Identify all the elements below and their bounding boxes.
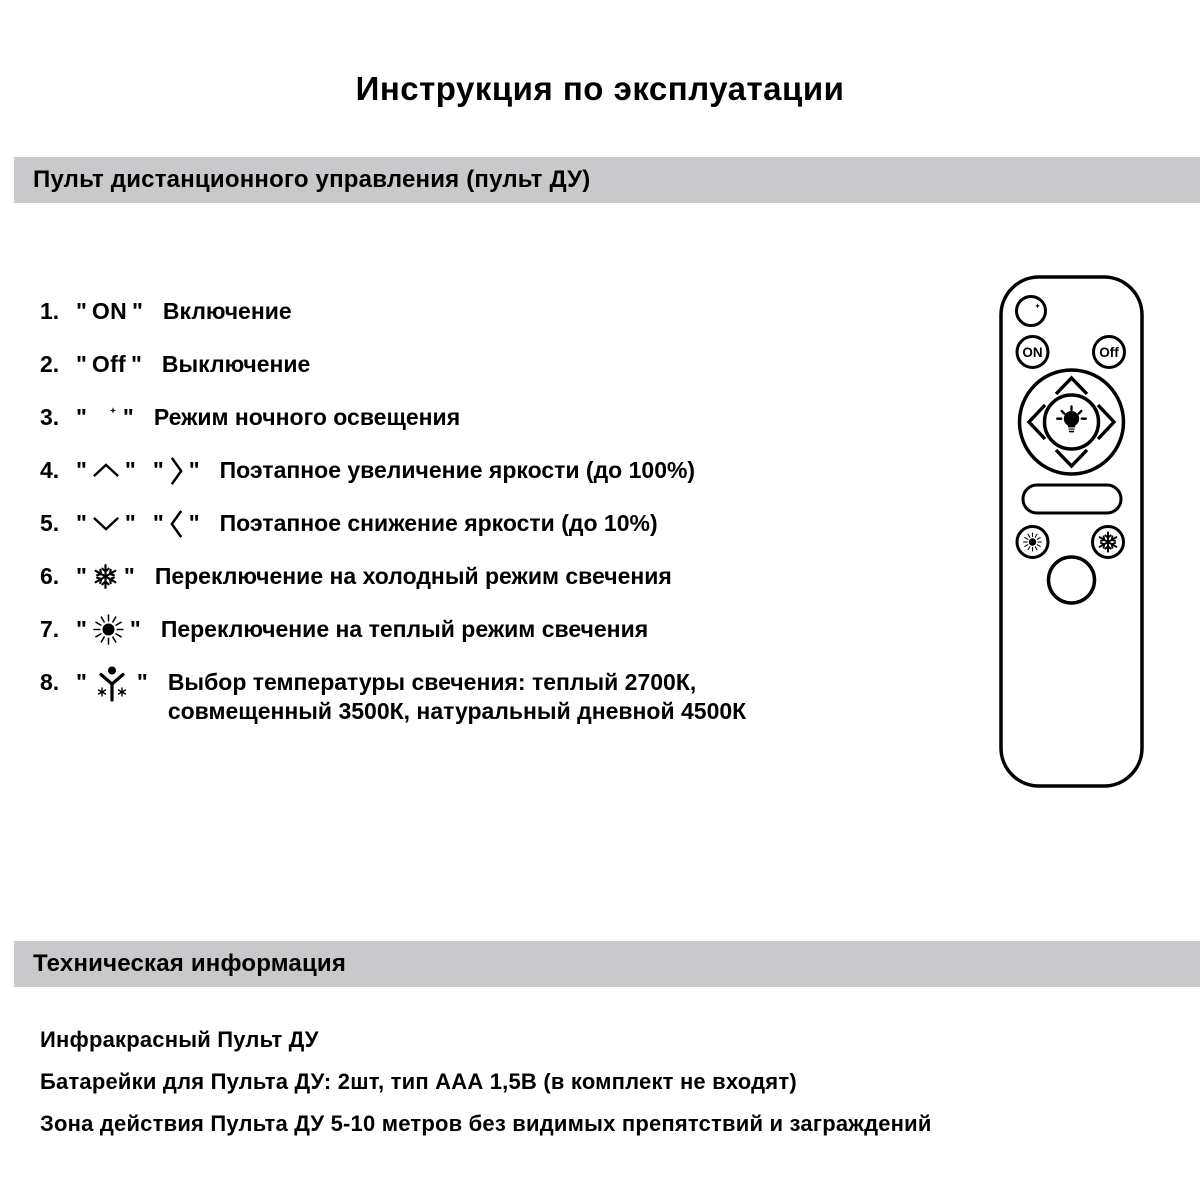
list-item-number: 3. <box>40 404 60 430</box>
night-mode-button <box>1017 297 1046 326</box>
cold-mode-button <box>1093 527 1124 558</box>
chevron-left-icon <box>169 509 184 539</box>
quote-mark: " <box>188 457 200 483</box>
wide-button <box>1023 485 1121 513</box>
list-item-number: 2. <box>40 351 60 377</box>
tech-info-line: Зона действия Пульта ДУ 5-10 метров без видимых препятствий и заграждений <box>40 1111 932 1136</box>
page-title: Инструкция по эксплуатации <box>355 70 845 107</box>
button-reference-token <box>71 350 147 379</box>
quote-mark: " <box>76 616 87 642</box>
list-item-label: Переключение на теплый режим свечения <box>160 616 649 642</box>
quote-mark: " <box>123 563 135 589</box>
quote-mark: " <box>76 669 87 695</box>
quote-mark: " <box>129 616 141 642</box>
button-reference-token <box>71 297 148 326</box>
chevron-up-icon <box>92 462 120 479</box>
tech-info <box>40 1019 1180 1145</box>
list-item-number: 1. <box>40 298 60 324</box>
chevron-right-icon <box>169 456 184 486</box>
list-item-6 <box>40 562 970 591</box>
quote-mark: " <box>132 298 143 324</box>
list-item-number: 8. <box>40 669 60 695</box>
button-reference-token <box>148 509 205 538</box>
list-item-label: Поэтапное снижение яркости (до 10%) <box>219 510 658 536</box>
on-button-label: ON <box>1022 345 1043 360</box>
button-reference-token <box>71 562 140 591</box>
list-item-1 <box>40 297 970 326</box>
moon-icon <box>92 405 118 431</box>
list-item-label: Режим ночного освещения <box>153 404 461 430</box>
section-header-remote-text: Пульт дистанционного управления (пульт ДУ) <box>33 166 591 193</box>
quote-mark: " <box>76 351 87 377</box>
warm-mode-button <box>1017 527 1048 558</box>
quote-mark: " <box>188 510 200 536</box>
quote-mark: " <box>124 457 136 483</box>
button-reference-token <box>71 615 146 644</box>
color-temperature-icon <box>92 663 132 703</box>
button-name-text: Off <box>91 351 127 377</box>
off-button <box>1094 337 1125 368</box>
button-reference-token <box>71 403 139 432</box>
tech-info-line: Инфракрасный Пульт ДУ <box>40 1027 319 1052</box>
sun-icon <box>92 613 125 646</box>
section-header-tech-text: Техническая информация <box>33 950 347 977</box>
list-item-2 <box>40 350 970 379</box>
quote-mark: " <box>152 457 164 483</box>
quote-mark: " <box>76 510 87 536</box>
section-header-tech <box>14 941 1200 987</box>
remote-control-diagram <box>999 275 1144 788</box>
remote-functions-list <box>40 297 970 750</box>
list-item-8 <box>40 668 970 726</box>
snowflake-icon <box>92 563 119 590</box>
list-item-label-line2: совмещенный 3500К, натуральный дневной 4500К <box>167 698 747 724</box>
list-item-4 <box>40 456 970 485</box>
list-item-5 <box>40 509 970 538</box>
button-reference-token <box>71 668 153 697</box>
quote-mark: " <box>76 298 87 324</box>
on-button <box>1017 337 1048 368</box>
list-item-number: 6. <box>40 563 60 589</box>
quote-mark: " <box>124 510 136 536</box>
quote-mark: " <box>76 404 87 430</box>
button-name-text: ON <box>91 298 128 324</box>
list-item-label: Включение <box>162 298 292 324</box>
quote-mark: " <box>76 563 87 589</box>
list-item-number: 4. <box>40 457 60 483</box>
quote-mark: " <box>76 457 87 483</box>
off-button-label: Off <box>1099 345 1119 360</box>
list-item-number: 7. <box>40 616 60 642</box>
list-item-7 <box>40 615 970 644</box>
quote-mark: " <box>122 404 134 430</box>
list-item-3 <box>40 403 970 432</box>
section-header-remote <box>14 157 1200 203</box>
quote-mark: " <box>152 510 164 536</box>
chevron-down-icon <box>92 515 120 532</box>
list-item-number: 5. <box>40 510 60 536</box>
button-reference-token <box>71 456 141 485</box>
list-item-label: Переключение на холодный режим свечения <box>154 563 672 589</box>
button-reference-token <box>71 509 141 538</box>
list-item-label: Поэтапное увеличение яркости (до 100%) <box>219 457 696 483</box>
quote-mark: " <box>131 351 142 377</box>
quote-mark: " <box>136 669 148 695</box>
list-item-label: Выбор температуры свечения: теплый 2700К, совмещенный 3500К, натуральный дневной 4500К <box>168 668 970 726</box>
list-item-label: Выключение <box>161 351 311 377</box>
tech-info-line: Батарейки для Пульта ДУ: 2шт, тип ААА 1,5В (в комплект не входят) <box>40 1069 797 1094</box>
round-button <box>1049 557 1095 603</box>
brightness-dpad <box>1020 370 1124 474</box>
button-reference-token <box>148 456 205 485</box>
